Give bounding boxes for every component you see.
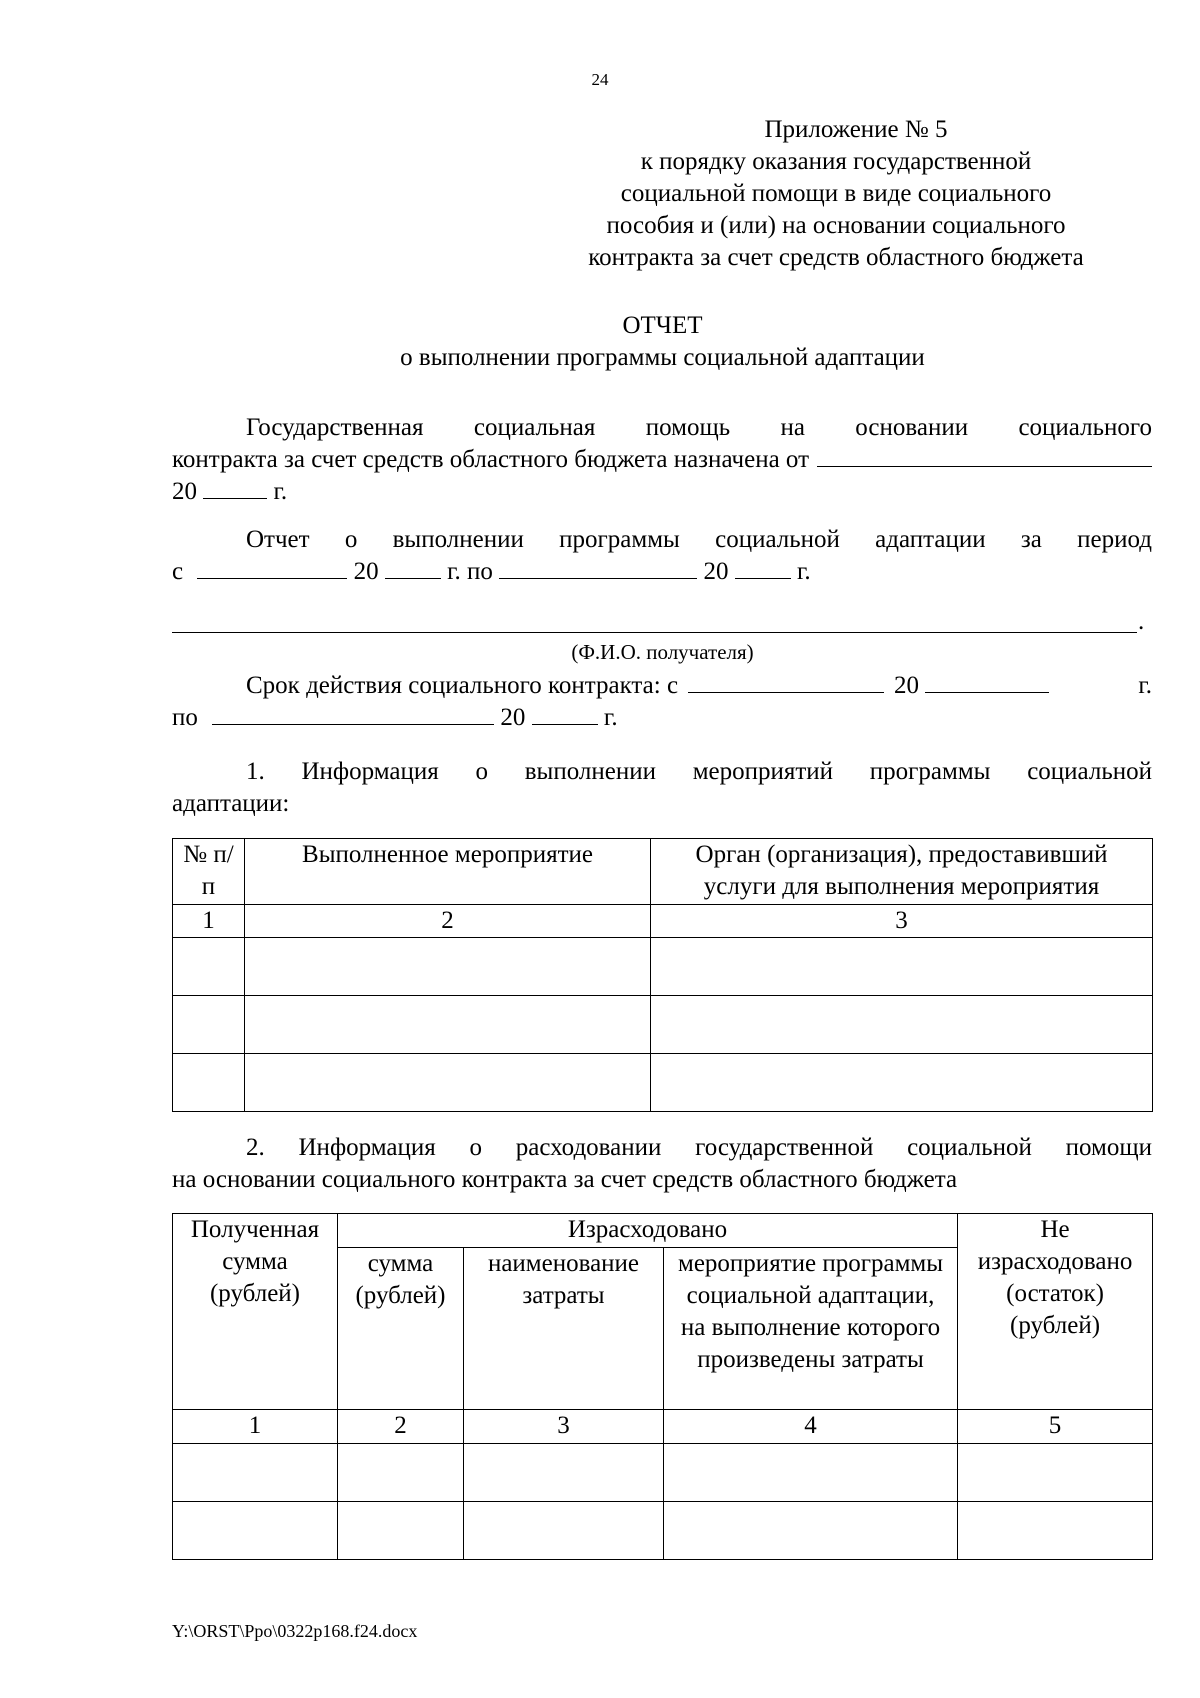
table-row [173,938,1153,996]
table-cell[interactable] [245,938,651,996]
from-label: с [172,558,184,585]
contract-label: Срок действия социального контракта: с [246,672,679,699]
assignment-paragraph [172,412,1152,508]
table-number-row [173,905,1153,938]
table-cell[interactable] [245,996,651,1054]
section1-heading-line2: адаптации: [172,790,290,817]
to-label: по [172,704,198,731]
period-to-year-field[interactable] [735,558,791,579]
contract-end-year-field[interactable] [532,704,598,725]
recipient-name-field[interactable] [172,632,1137,633]
contract-start-year-field[interactable] [925,672,1049,693]
table-row [173,1444,1153,1502]
table-cell[interactable] [245,1054,651,1112]
col-number: 1 [173,905,245,938]
period-from-date-field[interactable] [197,558,347,579]
period-from-year-field[interactable] [385,558,441,579]
year-suffix: г. [273,478,288,505]
year-prefix: 20 [353,558,379,585]
col-number: 3 [464,1410,664,1444]
to-label: г. по [447,558,493,585]
assigned-date-field[interactable] [817,446,1152,467]
period-to-date-field[interactable] [499,558,697,579]
para1-line1: Государственная социальная помощь на основании социального [246,414,1152,441]
col-number: 1 [173,1410,338,1444]
table-cell[interactable] [173,938,245,996]
received-sum-header: Полученная сумма (рублей) [173,1214,338,1410]
para1-line2-text: контракта за счет средств областного бюджета назначена от [172,446,810,473]
report-title [0,310,1200,374]
year-prefix: 20 [172,478,197,505]
col-number-header: № п/п [173,839,245,905]
appendix-line: пособия и (или) на основании социального [606,212,1066,239]
table-cell[interactable] [651,938,1153,996]
table-cell[interactable] [664,1502,958,1560]
table-cell[interactable] [173,1444,338,1502]
table-cell[interactable] [958,1444,1153,1502]
remaining-header: Не израсходовано (остаток) (рублей) [958,1214,1153,1410]
table-header-row [173,839,1153,905]
table-row [173,1054,1153,1112]
recipient-dot: . [1138,608,1145,635]
contract-end-date-field[interactable] [212,704,494,725]
contract-line1 [172,670,1152,702]
page-number: 24 [591,70,609,89]
year-prefix: 20 [500,704,526,731]
contract-period-paragraph [172,670,1152,734]
table-header-row [173,1214,1153,1248]
para2-line2 [172,556,1152,588]
table-cell[interactable] [464,1502,664,1560]
para1-line2 [172,444,1152,476]
table-row [173,1502,1153,1560]
contract-line2 [172,702,1152,734]
table-cell[interactable] [651,996,1153,1054]
contract-start-date-field[interactable] [688,672,884,693]
table-number-row [173,1410,1153,1444]
report-subheading: о выполнении программы социальной адаптации [400,344,925,371]
file-path-footer: Y:\ORST\Ppo\0322p168.f24.docx [172,1621,418,1641]
section1-heading [172,756,1152,820]
col-number: 4 [664,1410,958,1444]
section2-heading-line2: на основании социального контракта за счет средств областного бюджета [172,1166,958,1193]
program-activity-header: мероприятие программы социальной адаптации, на выполнение которого произведены затраты [664,1248,958,1410]
col-organization-header: Орган (организация), предоставивший услуги для выполнения мероприятия [651,839,1153,905]
spent-header: Израсходовано [338,1214,958,1248]
table-cell[interactable] [338,1502,464,1560]
section2-heading [172,1132,1152,1196]
table-cell[interactable] [173,1054,245,1112]
year-suffix: г. [603,704,618,731]
year-prefix: 20 [703,558,729,585]
table-cell[interactable] [958,1502,1153,1560]
col-number: 3 [651,905,1153,938]
year-prefix: 20 [894,672,920,699]
year-suffix: г. [1138,672,1152,699]
table-cell[interactable] [464,1444,664,1502]
period-paragraph [172,524,1152,588]
table-cell[interactable] [338,1444,464,1502]
appendix-line: Приложение № 5 [764,116,948,143]
year-suffix: г. [796,558,811,585]
report-heading: ОТЧЕТ [622,312,703,339]
col-number: 2 [245,905,651,938]
para2-line1: Отчет о выполнении программы социальной адаптации за период [246,526,1152,553]
col-number: 2 [338,1410,464,1444]
table-cell[interactable] [664,1444,958,1502]
col-activity-header: Выполненное мероприятие [245,839,651,905]
table-cell[interactable] [651,1054,1153,1112]
activities-table [172,838,1153,1112]
table-row [173,996,1153,1054]
para1-line3 [172,476,1152,508]
section1-heading-line1: 1. Информация о выполнении мероприятий программы социальной [246,758,1152,785]
spent-sum-header: сумма (рублей) [338,1248,464,1410]
appendix-line: социальной помощи в виде социального [620,180,1052,207]
table-cell[interactable] [173,1502,338,1560]
section2-heading-line1: 2. Информация о расходовании государственной социальной помощи [246,1134,1152,1161]
col-number: 5 [958,1410,1153,1444]
appendix-line: контракта за счет средств областного бюджета [588,244,1084,271]
expense-name-header: наименование затраты [464,1248,664,1410]
table-cell[interactable] [173,996,245,1054]
assigned-year-field[interactable] [203,478,267,499]
expenses-table [172,1213,1153,1560]
recipient-caption: (Ф.И.О. получателя) [571,640,754,664]
appendix-line: к порядку оказания государственной [640,148,1032,175]
appendix-header [500,114,1172,274]
